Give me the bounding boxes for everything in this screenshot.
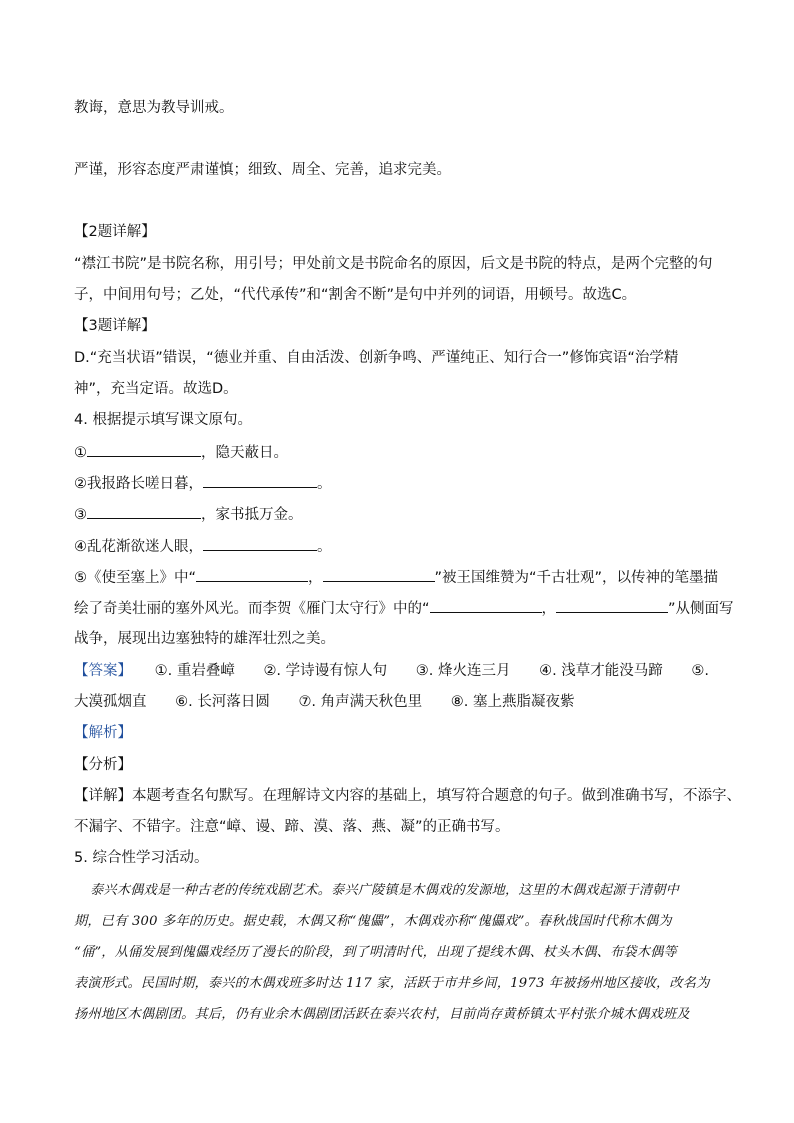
answer-item: ③. 烽火连三月 — [415, 663, 511, 679]
text-line: 严谨，形容态度严肃谨慎；细致、周全、完善，追求完美。 — [74, 162, 451, 178]
answer-blank — [203, 536, 317, 551]
text-line: 不漏字、不错字。注意“嶂、谩、蹄、漠、落、燕、凝”的正确书写。 — [74, 819, 510, 835]
answer-item: 大漠孤烟直 — [74, 694, 147, 710]
question-title: 5. 综合性学习活动。 — [74, 850, 209, 866]
answer-blank — [196, 567, 308, 582]
fill-blank-line: ⑤《使至塞上》中“ ， ”被王国维赞为“千古壮观”，以传神的笔墨描 — [74, 567, 730, 588]
answer-item: ⑦. 角声满天秋色里 — [298, 694, 423, 710]
answer-blank — [323, 567, 435, 582]
passage-line: “俑”，从俑发展到傀儡戏经历了漫长的阶段，到了明清时代，出现了提线木偶、杖头木偶、布袋木偶等 — [74, 945, 677, 960]
answer-item: ②. 学诗谩有惊人句 — [263, 663, 388, 679]
fill-blank-line: ③ ，家书抵万金。 — [74, 504, 730, 525]
fill-blank-line: 绘了奇美壮丽的塞外风光。而李贺《雁门太守行》中的“ ， ”从侧面写 — [74, 598, 730, 619]
answer-blank — [556, 598, 668, 613]
analysis-label: 【解析】 — [74, 725, 132, 741]
answer-blank — [87, 442, 201, 457]
passage-line: 期，已有 300 多年的历史。据史载，木偶又称“傀儡”，木偶戏亦称“傀儡戏”。春秋战国时代称木偶为 — [74, 914, 672, 929]
answer-blank — [87, 504, 201, 519]
answer-item: ⑥. 长河落日圆 — [175, 694, 270, 710]
answer-item: ⑧. 塞上燕脂凝夜紫 — [450, 694, 575, 710]
text-line: 神”，充当定语。故选D。 — [74, 381, 238, 397]
answer-item: ⑤. — [691, 663, 710, 679]
fill-blank-line: ④乱花渐欲迷人眼， 。 — [74, 536, 730, 557]
text-line: 教诲，意思为教导训戒。 — [74, 100, 234, 116]
text-line: “襟江书院”是书院名称，用引号；甲处前文是书院命名的原因，后文是书院的特点，是两个完整的句 — [74, 256, 713, 272]
answer-line — [74, 661, 730, 681]
answer-item: ④. 浅草才能没马蹄 — [539, 663, 663, 679]
detail-line: 【详解】本题考查名句默写。在理解诗文内容的基础上，填写符合题意的句子。做到准确书写，不添字、 — [74, 788, 741, 804]
text-line: D.“充当状语”错误，“德业并重、自由活泼、创新争鸣、严谨纯正、知行合一”修饰宾语“治学精 — [74, 350, 679, 366]
section-heading: 【3题详解】 — [74, 318, 156, 334]
section-heading: 【分析】 — [74, 757, 132, 773]
answer-line — [74, 692, 730, 712]
question-title: 4. 根据提示填写课文原句。 — [74, 412, 252, 428]
passage-line: 表演形式。民国时期，泰兴的木偶戏班多时达 117 家，活跃于市井乡间，1973 年被扬州地区接收，改名为 — [74, 976, 710, 991]
answer-blank — [203, 473, 317, 488]
answer-label: 【答案】 — [74, 663, 132, 679]
fill-blank-line: ②我报路长嗟日暮， 。 — [74, 473, 730, 494]
answer-blank — [430, 598, 542, 613]
fill-blank-line: ① ，隐天蔽日。 — [74, 442, 730, 463]
section-heading: 【2题详解】 — [74, 224, 156, 240]
text-line: 战争，展现出边塞独特的雄浑壮烈之美。 — [74, 631, 335, 647]
answer-item: ①. 重岩叠嶂 — [154, 663, 235, 679]
passage-line: 泰兴木偶戏是一种古老的传统戏剧艺术。泰兴广陵镇是木偶戏的发源地，这里的木偶戏起源于清朝中 — [90, 883, 680, 898]
text-line: 子，中间用句号；乙处，“代代承传”和“割舍不断”是句中并列的词语，用顿号。故选C。 — [74, 287, 637, 303]
passage-line: 扬州地区木偶剧团。其后，仍有业余木偶剧团活跃在泰兴农村，目前尚存黄桥镇太平村张介城木偶戏班及 — [74, 1007, 690, 1022]
